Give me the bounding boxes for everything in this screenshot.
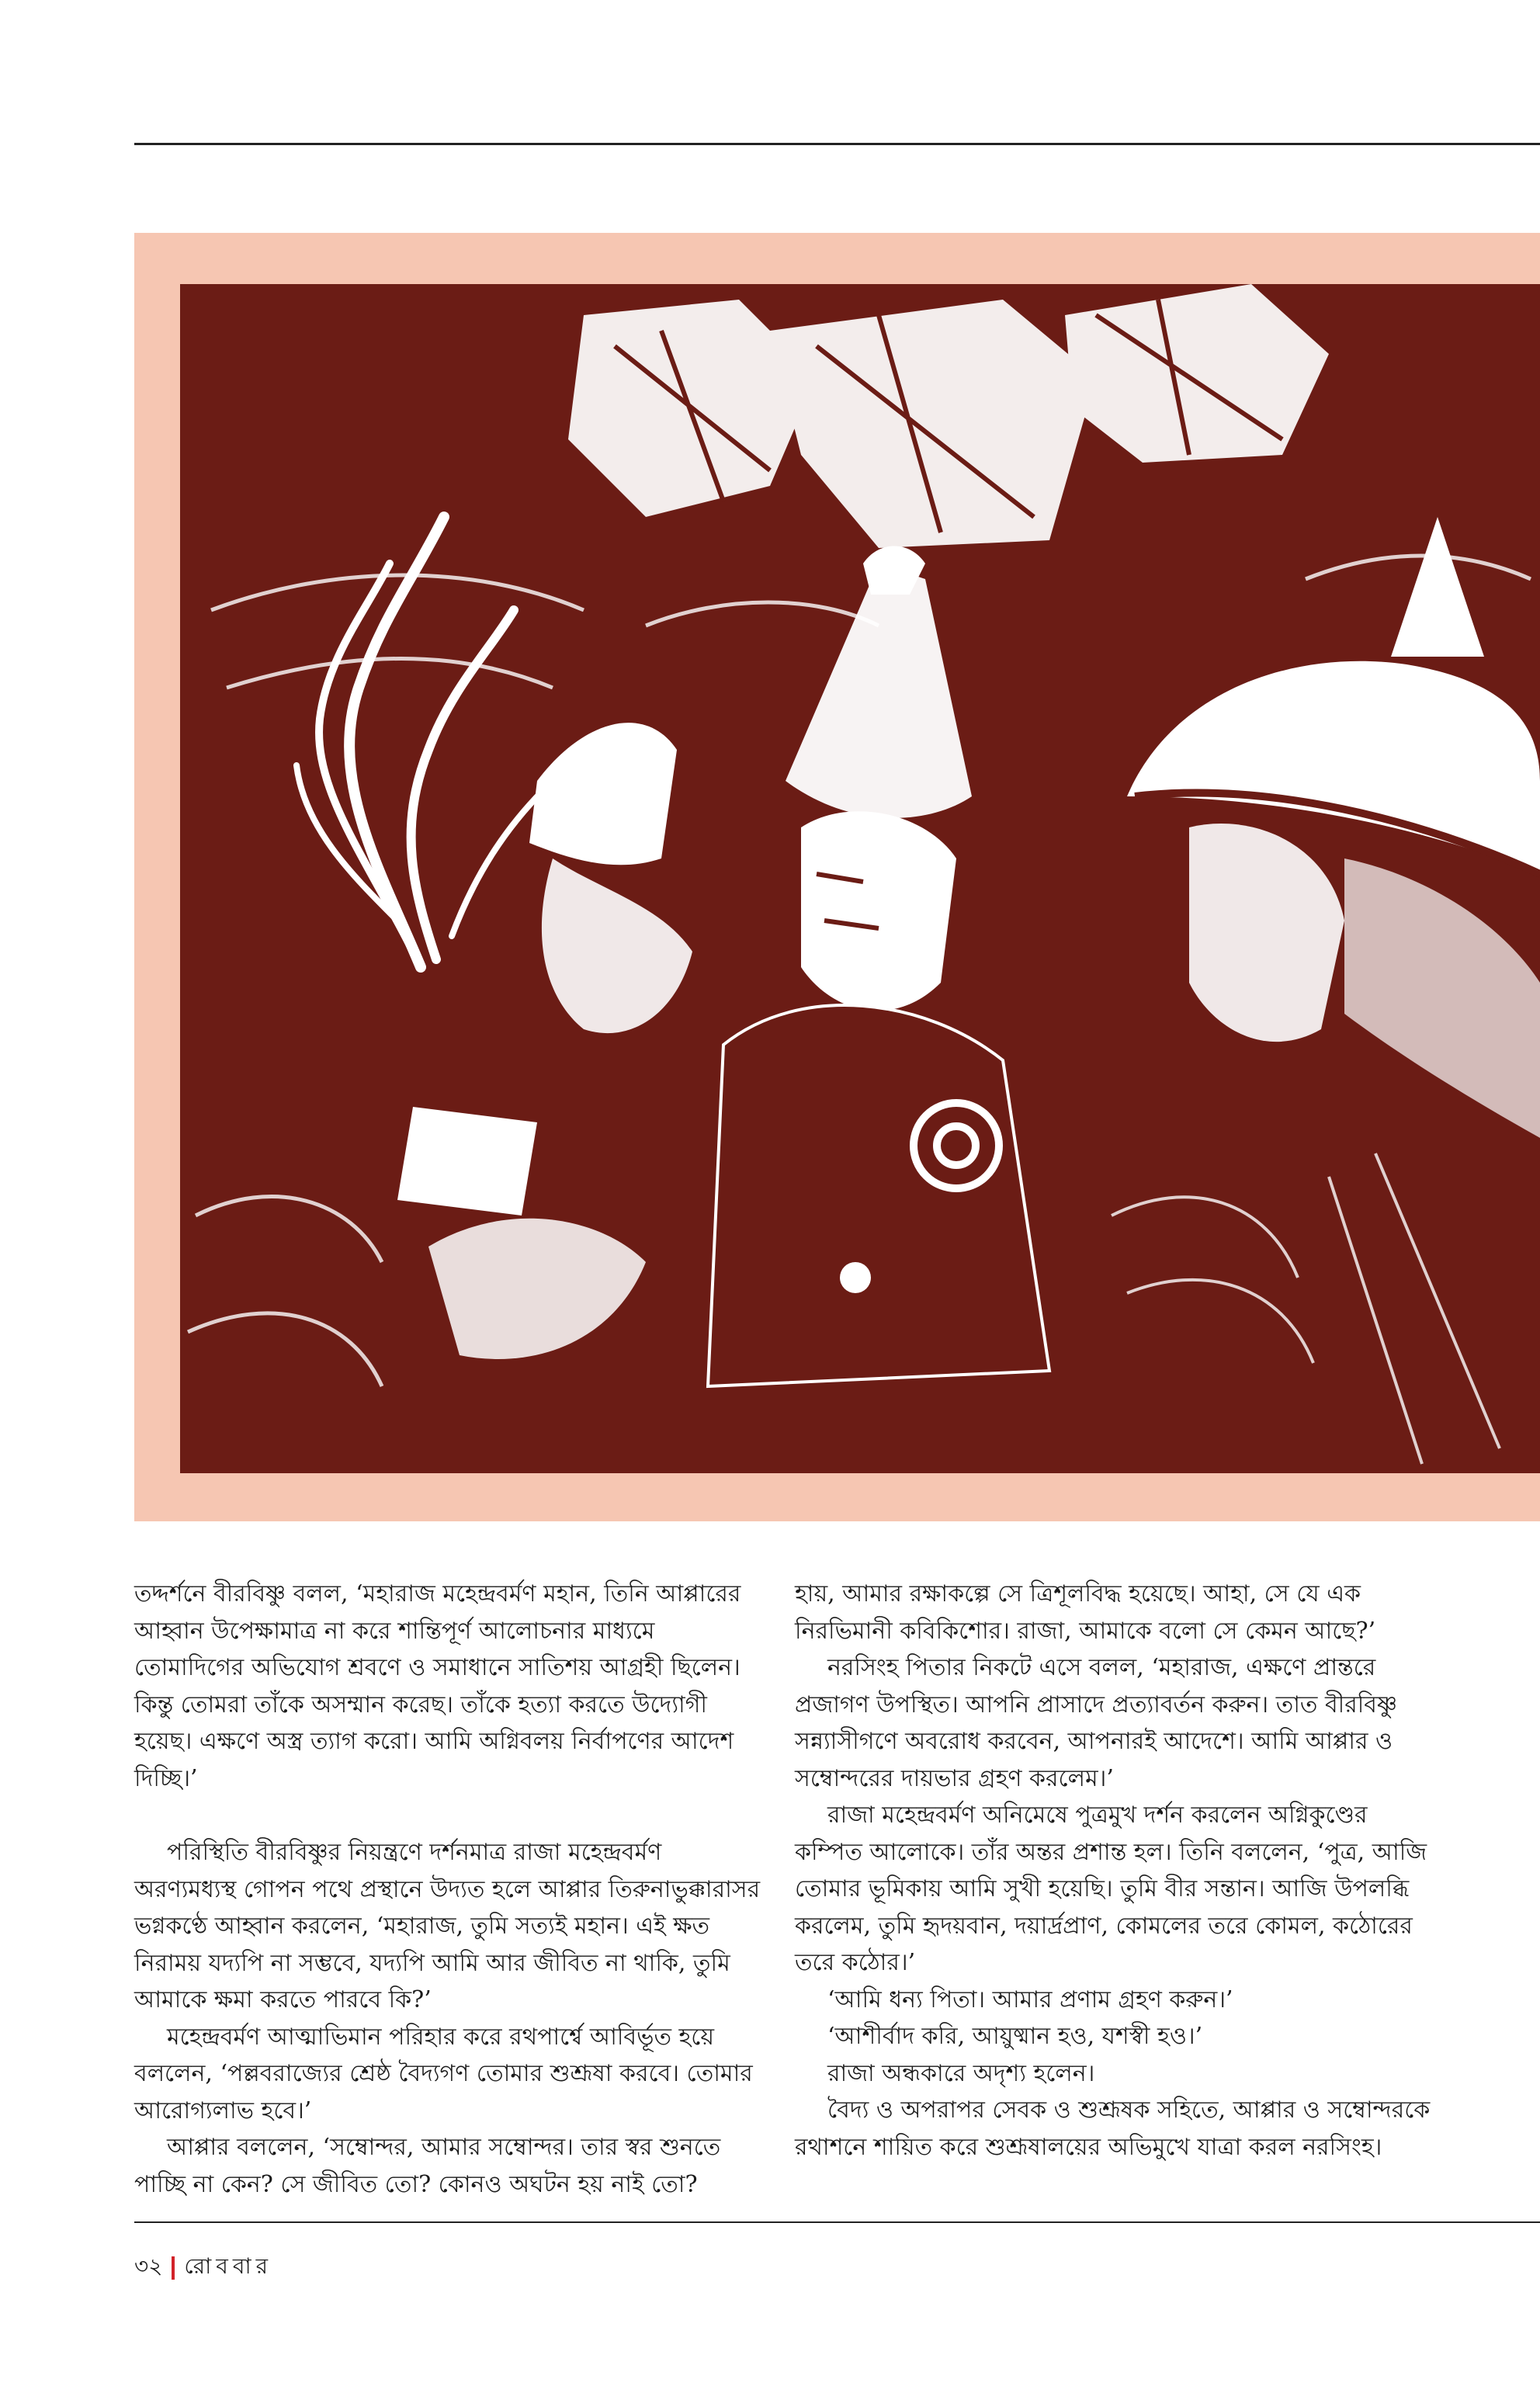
- paragraph: ‘আমি ধন্য পিতা। আমার প্রণাম গ্রহণ করুন।’: [827, 1985, 1233, 2013]
- paragraph: হায়, আমার রক্ষাকল্পে সে ত্রিশূলবিদ্ধ হয়েছে। আহা, সে যে এক নিরভিমানী কবিকিশোর। রাজা, আমাকে বলো সে কেমন আছে?’: [795, 1580, 1376, 1645]
- paragraph: রাজা অন্ধকারে অদৃশ্য হলেন।: [827, 2059, 1095, 2087]
- bottom-rule: [134, 2221, 1540, 2223]
- paragraph: পরিস্থিতি বীরবিষ্ণুর নিয়ন্ত্রণে দর্শনমাত্র রাজা মহেন্দ্রবর্মণ অরণ্যমধ্যস্থ গোপন পথে প্রস্থানে উদ্যত হলে আপ্পার তিরুনাভুক্কারাসর ভগ্নকণ্ঠে আহ্বান করলেন, ‘মহারাজ, তুমি সত্যই মহান। এই ক্ষত নিরাময় যদ্যপি না সম্ভবে, যদ্যপি আমি আর জীবিত না থাকি, তুমি আমাকে ক্ষমা করতে পারবে কি?’: [134, 1839, 761, 2013]
- top-rule: [134, 143, 1540, 145]
- article-column-right: [795, 1576, 1431, 2166]
- paragraph: রাজা মহেন্দ্রবর্মণ অনিমেষে পুত্রমুখ দর্শন করলেন অগ্নিকুণ্ডের কম্পিত আলোকে। তাঁর অন্তর প্রশান্ত হল। তিনি বললেন, ‘পুত্র, আজি তোমার ভূমিকায় আমি সুখী হয়েছি। তুমি বীর সন্তান। আজি উপলব্ধি করলেম, তুমি হৃদয়বান, দয়ার্দ্রপ্রাণ, কোমলের তরে কোমল, কঠোরের তরে কঠোর।’: [795, 1802, 1427, 1976]
- paragraph: বৈদ্য ও অপরাপর সেবক ও শুশ্রূষক সহিতে, আপ্পার ও সম্বোন্দরকে রথাশনে শায়িত করে শুশ্রূষালয়ের অভিমুখে যাত্রা করল নরসিংহ।: [795, 2096, 1431, 2161]
- paragraph: নরসিংহ পিতার নিকটে এসে বলল, ‘মহারাজ, এক্ষণে প্রান্তরে প্রজাগণ উপস্থিত। আপনি প্রাসাদে প্রত্যাবর্তন করুন। তাত বীরবিষ্ণু সন্ন্যাসীগণে অবরোধ করবেন, আপনারই আদেশে। আমি আপ্পার ও সম্বোন্দরের দায়ভার গ্রহণ করলেম।’: [795, 1654, 1398, 1792]
- paragraph: ‘আশীর্বাদ করি, আয়ুষ্মান হও, যশস্বী হও।’: [827, 2023, 1203, 2050]
- paragraph: তদ্দর্শনে বীরবিষ্ণু বলল, ‘মহারাজ মহেন্দ্রবর্মণ মহান, তিনি আপ্পারের আহ্বান উপেক্ষামাত্র না করে শান্তিপূর্ণ আলোচনার মাধ্যমে তোমাদিগের অভিযোগ শ্রবণে ও সমাধানে সাতিশয় আগ্রহী ছিলেন। কিন্তু তোমরা তাঁকে অসম্মান করেছ। তাঁকে হত্যা করতে উদ্যোগী হয়েছ। এক্ষণে অস্ত্র ত্যাগ করো। আমি অগ্নিবলয় নির্বাপণের আদেশ দিচ্ছি।’: [134, 1580, 741, 1792]
- footer-divider: [172, 2256, 175, 2280]
- page-footer: [134, 2249, 272, 2286]
- page-number: ৩২: [134, 2253, 163, 2279]
- article-column-left: [134, 1576, 771, 2203]
- story-illustration: [180, 284, 1540, 1473]
- illustration-drawing: [180, 284, 1540, 1473]
- paragraph: মহেন্দ্রবর্মণ আত্মাভিমান পরিহার করে রথপার্শ্বে আবির্ভূত হয়ে বললেন, ‘পল্লবরাজ্যের শ্রেষ্ঠ বৈদ্যগণ তোমার শুশ্রূষা করবে। তোমার আরোগ্যলাভ হবে।’: [134, 2023, 753, 2124]
- paragraph: আপ্পার বললেন, ‘সম্বোন্দর, আমার সম্বোন্দর। তার স্বর শুনতে পাচ্ছি না কেন? সে জীবিত তো? কোনও অঘটন হয় নাই তো?: [134, 2134, 721, 2198]
- magazine-name: রোববার: [184, 2253, 272, 2279]
